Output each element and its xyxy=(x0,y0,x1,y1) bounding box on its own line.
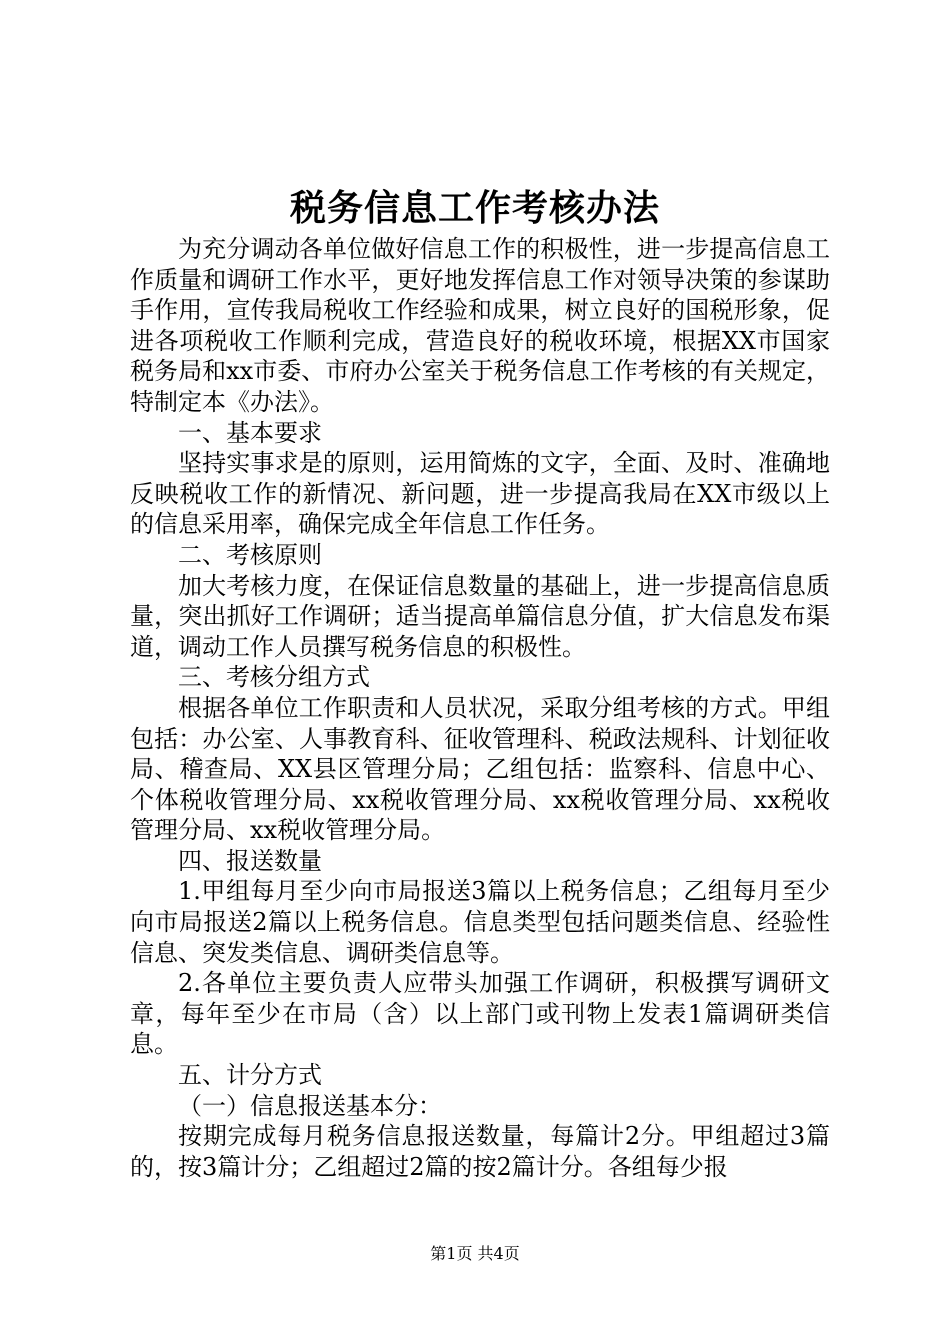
scoring-subheading-1: （一）信息报送基本分： xyxy=(178,1091,442,1120)
document-body xyxy=(130,234,830,1182)
intro-paragraph: 为充分调动各单位做好信息工作的积极性，进一步提高信息工作质量和调研工作水平，更好地发挥信息工作对领导决策的参谋助手作用，宣传我局税收工作经验和成果，树立良好的国税形象，促进各项税收工作顺利完成，营造良好的税收环境，根据XX市国家税务局和xx市委、市府办公室关于税务信息工作考核的有关规定，特制定本《办法》。 xyxy=(130,235,830,416)
submission-item-2: 2.各单位主要负责人应带头加强工作调研，积极撰写调研文章，每年至少在市局（含）以上部门或刊物上发表1篇调研类信息。 xyxy=(130,969,830,1059)
section-heading-grouping: 三、考核分组方式 xyxy=(178,663,370,692)
section-heading-basic-requirements: 一、基本要求 xyxy=(178,418,322,447)
submission-item-1: 1.甲组每月至少向市局报送3篇以上税务信息；乙组每月至少向市局报送2篇以上税务信息。信息类型包括问题类信息、经验性信息、突发类信息、调研类信息等。 xyxy=(130,877,830,967)
scoring-paragraph: 按期完成每月税务信息报送数量，每篇计2分。甲组超过3篇的，按3篇计分；乙组超过2篇的按2篇计分。各组每少报 xyxy=(130,1122,830,1181)
section-heading-submission-quantity: 四、报送数量 xyxy=(178,846,322,875)
document-title: 税务信息工作考核办法 xyxy=(289,187,660,229)
section-heading-scoring: 五、计分方式 xyxy=(178,1061,322,1090)
page-footer: 第1页 共4页 xyxy=(430,1244,520,1263)
section-heading-assessment-principles: 二、考核原则 xyxy=(178,540,322,569)
grouping-paragraph: 根据各单位工作职责和人员状况，采取分组考核的方式。甲组包括：办公室、人事教育科、征收管理科、税政法规科、计划征收局、稽查局、XX县区管理分局；乙组包括：监察科、信息中心、个体税收管理分局、xx税收管理分局、xx税收管理分局、xx税收管理分局、xx税收管理分局。 xyxy=(130,693,830,845)
assessment-principles-paragraph: 加大考核力度，在保证信息数量的基础上，进一步提高信息质量，突出抓好工作调研；适当提高单篇信息分值，扩大信息发布渠道，调动工作人员撰写税务信息的积极性。 xyxy=(130,571,830,661)
basic-requirements-paragraph: 坚持实事求是的原则，运用简炼的文字，全面、及时、准确地反映税收工作的新情况、新问题，进一步提高我局在XX市级以上的信息采用率，确保完成全年信息工作任务。 xyxy=(130,449,830,539)
